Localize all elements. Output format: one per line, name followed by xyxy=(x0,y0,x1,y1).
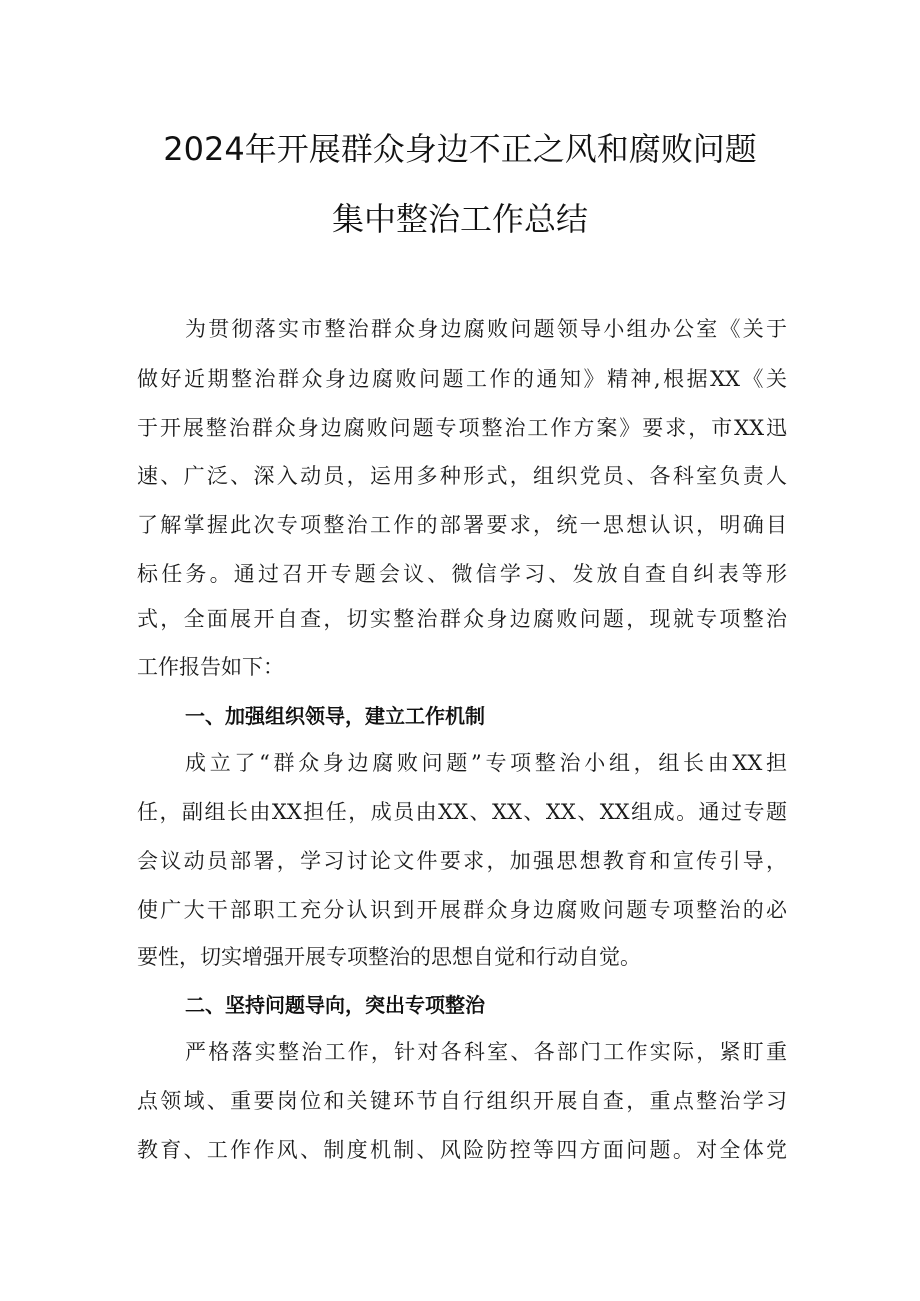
paragraph-3-line: 教育、工作作风、制度机制、风险防控等四方面问题。对全体党 xyxy=(137,1138,787,1162)
paragraph-2-line: 使广大干部职工充分认识到开展群众身边腐败问题专项整治的必 xyxy=(137,898,787,922)
paragraph-3-line: 严格落实整治工作，针对各科室、各部门工作实际，紧盯重 xyxy=(185,1040,787,1064)
section-heading-2: 二、坚持问题导向，突出专项整治 xyxy=(185,993,485,1017)
paragraph-2-line: 要性，切实增强开展专项整治的思想自觉和行动自觉。 xyxy=(137,945,641,969)
paragraph-1-line: 速、广泛、深入动员，运用多种形式，组织党员、各科室负责人 xyxy=(137,464,787,488)
paragraph-2-line: 成立了“群众身边腐败问题”专项整治小组，组长由XX担 xyxy=(185,751,787,775)
document-title-line-1: 2024年开展群众身边不正之风和腐败问题 xyxy=(163,130,757,168)
paragraph-1-line: 标任务。通过召开专题会议、微信学习、发放自查自纠表等形 xyxy=(137,562,787,586)
paragraph-1-line: 为贯彻落实市整治群众身边腐败问题领导小组办公室《关于 xyxy=(185,317,787,341)
document-title-line-2: 集中整治工作总结 xyxy=(331,200,588,238)
paragraph-2-line: 会议动员部署，学习讨论文件要求，加强思想教育和宣传引导， xyxy=(137,849,787,873)
paragraph-1-line: 做好近期整治群众身边腐败问题工作的通知》精神,根据XX《关 xyxy=(137,367,787,391)
section-heading-1: 一、加强组织领导，建立工作机制 xyxy=(185,704,485,728)
paragraph-3-line: 点领域、重要岗位和关键环节自行组织开展自查，重点整治学习 xyxy=(137,1089,787,1113)
paragraph-1-line: 工作报告如下： xyxy=(137,655,284,679)
paragraph-2-line: 任，副组长由XX担任，成员由XX、XX、XX、XX组成。通过专题 xyxy=(137,800,787,824)
paragraph-1-line: 式，全面展开自查，切实整治群众身边腐败问题，现就专项整治 xyxy=(137,607,787,631)
paragraph-1-line: 了解掌握此次专项整治工作的部署要求，统一思想认识，明确目 xyxy=(137,513,787,537)
paragraph-1-line: 于开展整治群众身边腐败问题专项整治工作方案》要求，市XX迅 xyxy=(137,416,787,440)
